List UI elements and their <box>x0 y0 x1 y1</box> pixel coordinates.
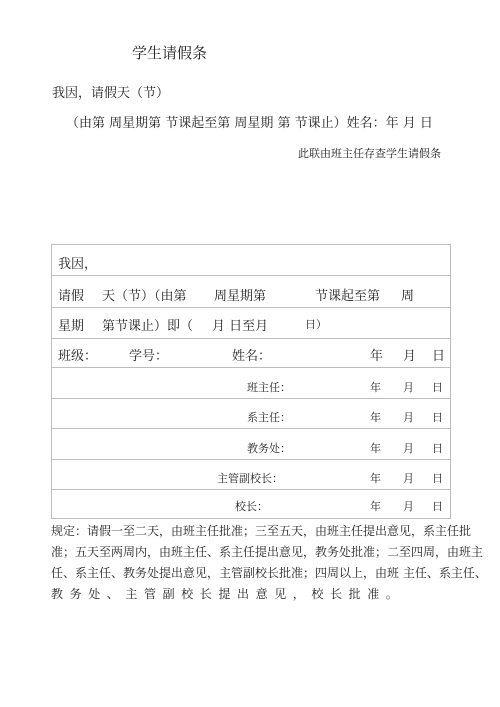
stub-note: 此联由班主任存查学生请假条 <box>298 147 441 160</box>
row-divider <box>52 338 450 339</box>
leave-unit-label: 天（节）（由第 <box>102 289 187 304</box>
row-divider <box>52 459 450 460</box>
start-period-label: 节课起至第 <box>315 289 381 304</box>
date-range-end-label: 日） <box>305 318 327 331</box>
date-range-label: 月 日至月 <box>212 319 269 334</box>
stub-period-line: （由第 周星期第 节课起至第 周星期 第 节课止）姓名：年 月 日 <box>66 116 433 131</box>
rule-line: 任、系主任、教务处提出意见，主管副校长批准；四周以上，由班 主任、系主任、 <box>51 566 487 580</box>
class-label: 班级： <box>58 349 98 364</box>
month-label: 月 <box>403 500 414 513</box>
name-label: 姓名： <box>232 349 272 364</box>
year-label: 年 <box>370 442 381 455</box>
leave-form-table <box>51 244 451 519</box>
month-label: 月 <box>403 411 414 424</box>
year-label: 年 <box>370 411 381 424</box>
end-weekday-label: 星期 <box>58 319 85 334</box>
month-label: 月 <box>403 349 417 364</box>
row-divider <box>52 428 450 429</box>
row-divider <box>52 307 450 308</box>
start-week-label: 周星期第 <box>214 289 267 304</box>
leave-days-label: 请假 <box>58 289 85 304</box>
leave-rules <box>51 521 487 605</box>
day-label: 日 <box>432 442 443 455</box>
rule-line: 准；五天至两周内，由班主任、系主任提出意见，教务处批准；二至四周，由班主 <box>51 545 484 559</box>
day-label: 日 <box>432 381 443 394</box>
approval-principal-label: 校长： <box>235 500 268 513</box>
year-label: 年 <box>370 500 381 513</box>
day-label: 日 <box>432 349 446 364</box>
year-label: 年 <box>370 349 384 364</box>
day-label: 日 <box>432 411 443 424</box>
row-divider <box>52 275 450 276</box>
approval-academic-office-label: 教务处： <box>247 442 291 455</box>
year-label: 年 <box>370 472 381 485</box>
day-label: 日 <box>432 500 443 513</box>
approval-vice-principal-label: 主管副校长： <box>217 472 283 485</box>
month-label: 月 <box>403 472 414 485</box>
student-id-label: 学号： <box>129 349 169 364</box>
end-period-label: 第节课止）即（ <box>102 319 194 334</box>
day-label: 日 <box>432 472 443 485</box>
row-divider <box>52 367 450 368</box>
end-week-label: 周 <box>401 289 415 304</box>
stub-reason-line: 我因，请假天（节） <box>52 86 170 101</box>
rule-line: 规定：请假一至二天，由班主任批准；三至五天，由班主任提出意见，系主任批 <box>51 524 472 538</box>
row-divider <box>52 398 450 399</box>
month-label: 月 <box>403 442 414 455</box>
month-label: 月 <box>403 381 414 394</box>
approval-homeroom-label: 班主任： <box>247 381 291 394</box>
approval-department-label: 系主任： <box>247 411 291 424</box>
reason-label: 我因， <box>58 257 98 272</box>
row-divider <box>52 489 450 490</box>
year-label: 年 <box>370 381 381 394</box>
rule-line: 教务处、主管副校长提出意见，校长批准。 <box>51 587 405 601</box>
page-title: 学生请假条 <box>132 44 208 62</box>
